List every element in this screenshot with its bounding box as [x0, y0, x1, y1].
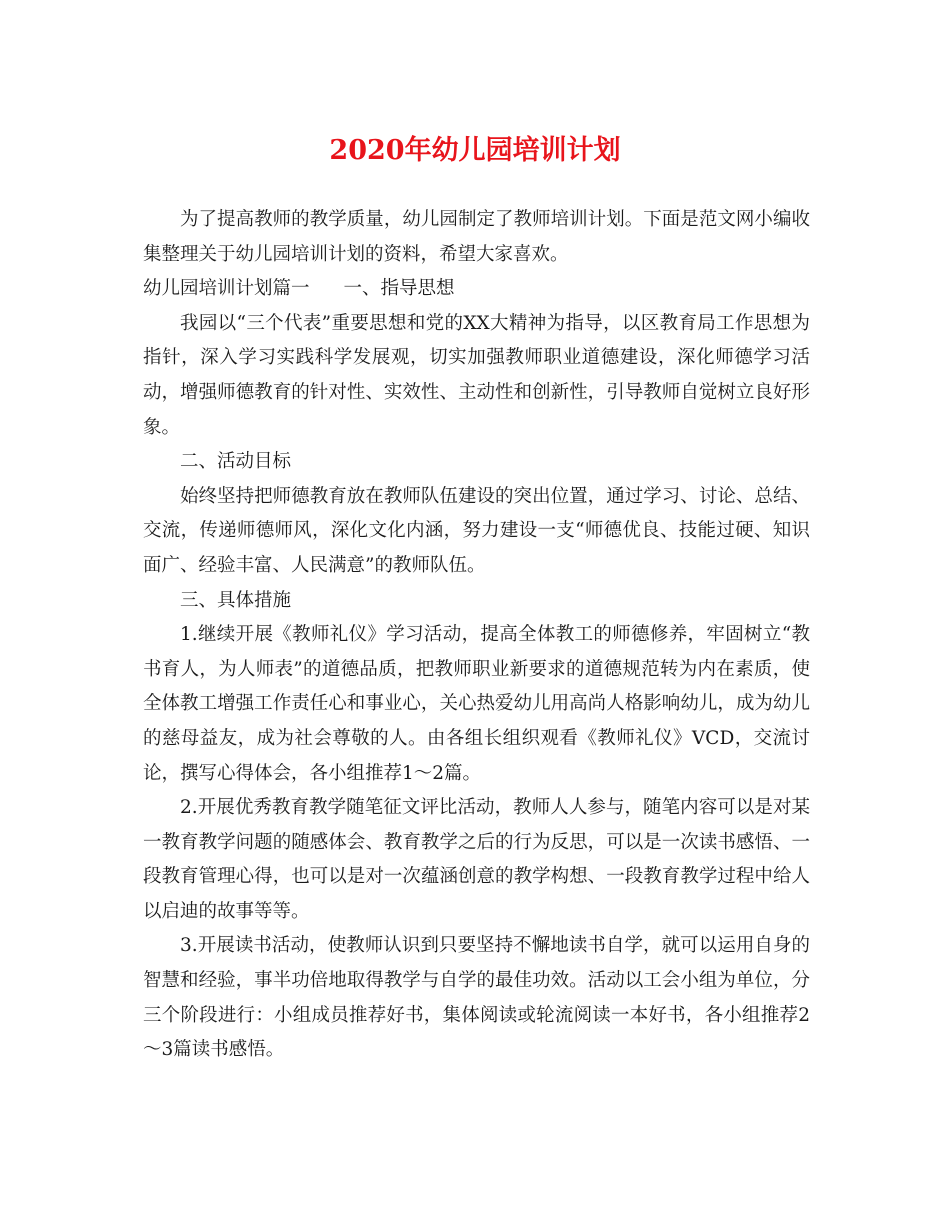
page-title: 2020年幼儿园培训计划	[329, 135, 621, 166]
measure-item-3: 3.开展读书活动，使教师认识到只要坚持不懈地读书自学，就可以运用自身的智慧和经验，事半功倍地取得教学与自学的最佳功效。活动以工会小组为单位，分三个阶段进行：小组成员推荐好书，集体阅读或轮流阅读一本好书，各小组推荐2～3篇读书感悟。	[143, 935, 810, 1061]
measure-item-2: 2.开展优秀教育教学随笔征文评比活动，教师人人参与，随笔内容可以是对某一教育教学问题的随感体会、教育教学之后的行为反思，可以是一次读书感悟、一段教育管理心得，也可以是对一次蕴涵创意的教学构想、一段教育教学过程中给人以启迪的故事等等。	[143, 797, 810, 922]
intro-paragraph: 为了提高教师的教学质量，幼儿园制定了教师培训计划。下面是范文网小编收集整理关于幼儿园培训计划的资料，希望大家喜欢。	[143, 209, 810, 265]
document-body	[143, 203, 810, 1068]
measure-item-1: 1.继续开展《教师礼仪》学习活动，提高全体教工的师德修养，牢固树立“教书育人，为人师表”的道德品质，把教师职业新要求的道德规范转为内在素质，使全体教工增强工作责任心和事业心，关心热爱幼儿用高尚人格影响幼儿，成为幼儿的慈母益友，成为社会尊敬的人。由各组长组织观看《教师礼仪》VCD，交流讨论，撰写心得体会，各小组推荐1～2篇。	[143, 624, 810, 784]
heading-activity-goals: 二、活动目标	[180, 451, 292, 473]
paragraph-guiding-ideology: 我园以“三个代表”重要思想和党的XX大精神为指导，以区教育局工作思想为指针，深入学习实践科学发展观，切实加强教师职业道德建设，深化师德学习活动，增强师德教育的针对性、实效性、主动性和创新性，引导教师自觉树立良好形象。	[143, 312, 810, 438]
section-label: 幼儿园培训计划篇一	[143, 278, 310, 300]
paragraph-activity-goals: 始终坚持把师德教育放在教师队伍建设的突出位置，通过学习、讨论、总结、交流，传递师德师风，深化文化内涵，努力建设一支“师德优良、技能过硬、知识面广、经验丰富、人民满意”的教师队伍。	[143, 485, 810, 576]
section-line	[143, 272, 810, 307]
heading-specific-measures: 三、具体措施	[180, 589, 292, 611]
heading-guiding-ideology: 一、指导思想	[343, 278, 455, 300]
